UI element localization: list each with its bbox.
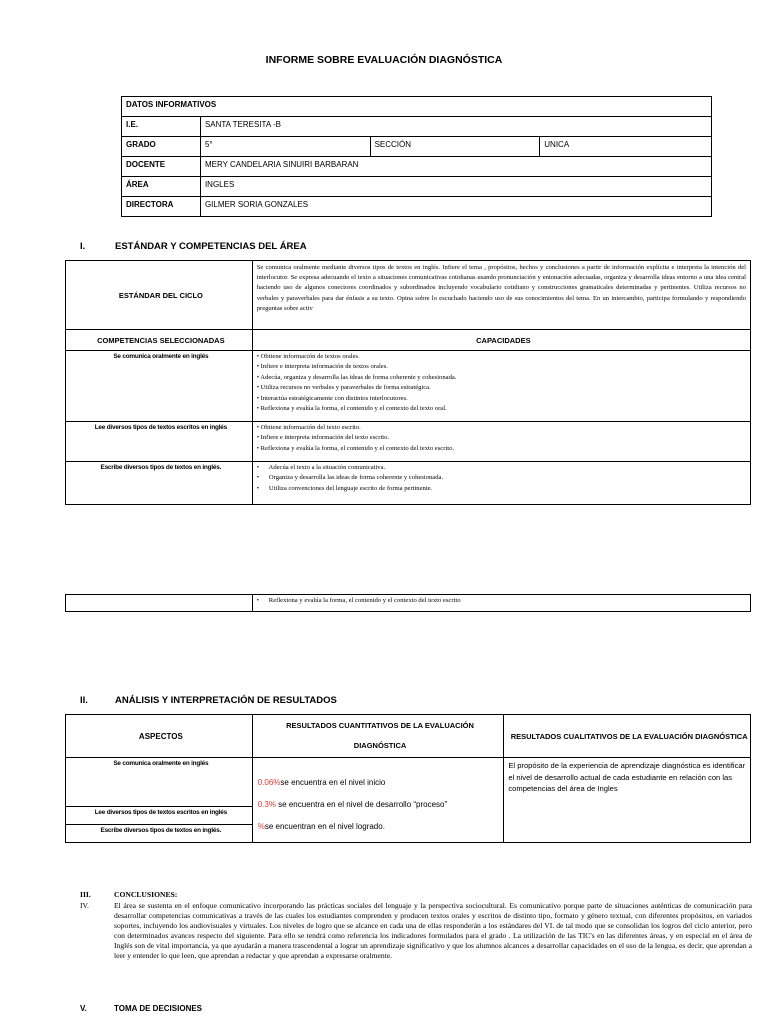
directora-value: GILMER SORIA GONZALES xyxy=(200,197,711,217)
capacidad-item: • Utiliza convenciones del lenguaje escrito de forma pertinente. xyxy=(256,484,433,492)
cuantitativos-header-line: RESULTADOS CUANTITATIVOS DE LA EVALUACIÓN xyxy=(286,721,474,730)
section-3-title: CONCLUSIONES: xyxy=(114,890,178,899)
capacidad-item: • Organiza y desarrolla las ideas de forma coherente y cohesionada. xyxy=(256,474,444,482)
capacidad-item: • Obtiene información de textos orales. xyxy=(256,353,360,360)
capacidad-item: • Infiere e interpreta información del texto escrito. xyxy=(256,434,390,442)
cuantitativo-proceso xyxy=(258,800,447,809)
capacidad-item: • Infiere e interpreta información de textos orales. xyxy=(256,363,388,371)
area-label: ÁREA xyxy=(122,177,201,197)
continuation-table xyxy=(65,594,751,612)
estandar-text: Se comunica oralmente mediante diversos tipos de textos en inglés. Infiere el tema , propósitos, hechos y conclusiones a partir de información explícita e interpreta la intención del interlocutor. Se expresa adecuando el texto a situaciones comunicativas cotidianas usando pronunciación y entonación adecuadas, organiza y desarrolla ideas entorno a una idea central haciendo uso de algunos conectores coordinados y subordinados incluyendo vocabulario cotidiano y construcciones gramaticales determinadas y pertinentes. Utiliza recursos no verbales y paraverbales para dar énfasis a su texto. Opina sobre lo escuchado haciendo uso de sus conocimientos del tema. En un intercambio, participa formulando y respondiendo preguntas sobre activ xyxy=(252,261,750,330)
section-2-title: ANÁLISIS Y INTERPRETACIÓN DE RESULTADOS xyxy=(115,695,337,706)
cuantitativo-inicio xyxy=(258,778,386,787)
capacidad-item: • Reflexiona y evalúa la forma, el contenido y el contexto del texto escrito. xyxy=(256,444,455,452)
section-5-heading xyxy=(80,1004,202,1013)
directora-label: DIRECTORA xyxy=(122,197,201,217)
competencia-name: Lee diversos tipos de textos escritos en inglés xyxy=(66,422,253,462)
capacidades-list xyxy=(252,462,750,505)
seccion-label: SECCIÓN xyxy=(370,137,540,157)
estandar-table xyxy=(65,260,751,505)
capacidades-header: CAPACIDADES xyxy=(252,330,750,351)
datos-informativos-table xyxy=(121,96,712,217)
aspecto-name: Se comunica oralmente en inglés xyxy=(66,758,253,807)
section-4-number: IV. xyxy=(80,901,89,910)
percentage-value: 0.06% xyxy=(257,778,281,787)
section-1-heading xyxy=(80,241,307,252)
seccion-value: UNICA xyxy=(540,137,712,157)
capacidad-item: • Obtiene información del texto escrito. xyxy=(256,424,361,431)
aspecto-name: Escribe diversos tipos de textos en inglés. xyxy=(66,825,253,843)
cuantitativos-header xyxy=(252,715,504,758)
datos-header: DATOS INFORMATIVOS xyxy=(122,97,712,117)
level-text: se encuentra en el nivel inicio xyxy=(280,778,386,787)
cuantitativos-cell xyxy=(252,758,504,843)
continuation-empty-cell xyxy=(66,595,253,612)
grado-value: 5° xyxy=(200,137,370,157)
cuantitativos-header-line: DIAGNÓSTICA xyxy=(353,741,407,750)
section-2-heading xyxy=(80,695,337,706)
percentage-value: 0.3% xyxy=(257,800,276,809)
capacidades-list xyxy=(252,351,750,422)
section-3-number: III. xyxy=(80,890,91,899)
capacidad-item: • Utiliza recursos no verbales y paraverbales de forma estratégica. xyxy=(256,384,431,392)
document-title: INFORME SOBRE EVALUACIÓN DIAGNÓSTICA xyxy=(265,54,503,66)
aspecto-name: Lee diversos tipos de textos escritos en inglés xyxy=(66,807,253,825)
area-value: INGLES xyxy=(200,177,711,197)
competencias-header: COMPETENCIAS SELECCIONADAS xyxy=(66,330,253,351)
section-5-number: V. xyxy=(80,1004,87,1013)
section-2-number: II. xyxy=(80,695,88,706)
capacidad-item: • Adecúa el texto a la situación comunicativa. xyxy=(256,464,386,471)
cualitativos-header: RESULTADOS CUALITATIVOS DE LA EVALUACIÓN DIAGNÓSTICA xyxy=(504,715,751,758)
section-5-title: TOMA DE DECISIONES xyxy=(114,1004,203,1013)
aspectos-header: ASPECTOS xyxy=(66,715,253,758)
capacidad-item: • Adecúa, organiza y desarrolla las ideas de forma coherente y cohesionada. xyxy=(256,373,457,381)
competencia-name: Escribe diversos tipos de textos en inglés. xyxy=(66,462,253,505)
section-1-title: ESTÁNDAR Y COMPETENCIAS DEL ÁREA xyxy=(115,241,307,252)
level-text: se encuentra en el nivel de desarrollo “proceso” xyxy=(275,800,448,809)
capacidad-item: • Reflexiona y evalúa la forma, el contenido y el contexto del texto oral. xyxy=(256,405,447,413)
section-1-number: I. xyxy=(80,241,86,252)
capacidad-item: • Interactúa estratégicamente con distintos interlocutores. xyxy=(256,394,408,402)
cuantitativo-logrado xyxy=(258,822,385,831)
continuation-text: • Reflexiona y evalúa la forma, el contenido y el contexto del texto escrito xyxy=(252,595,750,612)
grado-label: GRADO xyxy=(122,137,201,157)
level-text: se encuentran en el nivel logrado. xyxy=(264,822,385,831)
ie-value: SANTA TERESITA -B xyxy=(200,117,711,137)
ie-label: I.E. xyxy=(122,117,201,137)
resultados-table xyxy=(65,714,751,843)
percentage-value: % xyxy=(257,822,265,831)
docente-label: DOCENTE xyxy=(122,157,201,177)
docente-value: MERY CANDELARIA SINUIRI BARBARAN xyxy=(200,157,711,177)
cualitativo-text: El propósito de la experiencia de aprendizaje diagnóstica es identificar el nivel de desarrollo actual de cada estudiante en relación con las competencias del área de Ingles xyxy=(504,758,751,843)
section-3-heading xyxy=(80,890,177,900)
estandar-label: ESTÁNDAR DEL CICLO xyxy=(66,261,253,330)
capacidades-list xyxy=(252,422,750,462)
competencia-name: Se comunica oralmente en inglés xyxy=(66,351,253,422)
conclusiones-text: El área se sustenta en el enfoque comunicativo incorporando las prácticas sociales del lenguaje y la perspectiva sociocultural. Es comunicativo porque parte de situaciones auténticas de comunicación para desarrollar competencias comunicativas a través de las cuales los estudiantes comprenden y producen textos orales y escritos de distinto tipo, formato y género textual, con diferentes propósitos, en variados soportes, incluyendo los audiovisuales y virtuales. Los niveles de logro que se alcance en cada una de ellas responderán a los estándares del VI. de tal modo que se consolidan los logros del ciclo anterior, pero con determinados avances respecto del siguiente. Para ello se tendrá como referencia los indicadores formulados para el grado . La utilización de las TIC's en las diferentes áreas, y en especial en el área de Inglés son de vital importancia, ya que ayudarán a manera trascendental a lograr un aprendizaje significativo y que los alumnos alcances a desarrollar capacidades en el uso de la lengua, es decir, que aprendan a leer y entender lo que leen, que aprendan a redactar y que aprendan a expresarse oralmente. xyxy=(114,901,752,961)
